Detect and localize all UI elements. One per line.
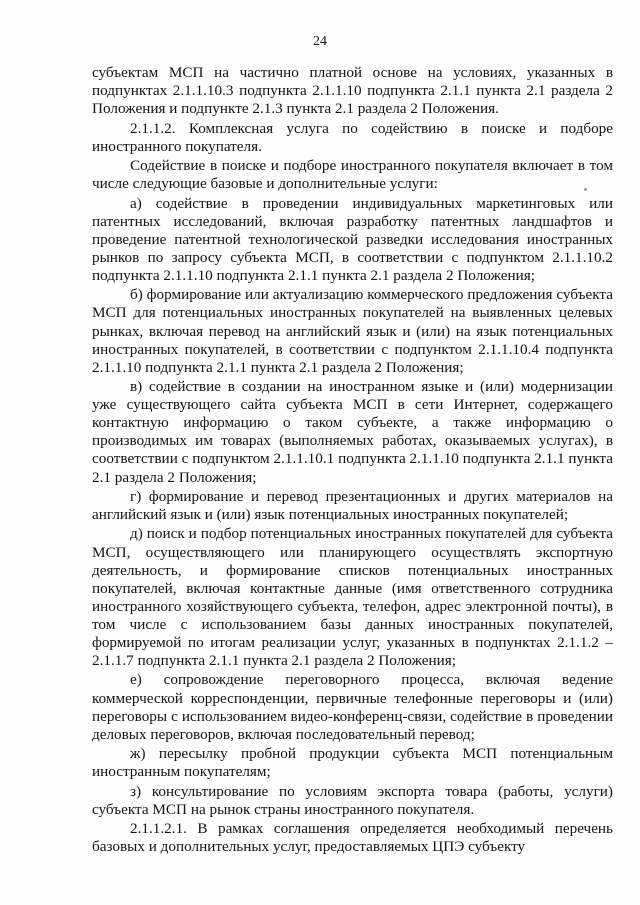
- paragraph-continuation: субъектам МСП на частично платной основе на условиях, указанных в подпунктах 2.1.1.10.3 подпункта 2.1.1.10 подпункта 2.1.1 пункта 2.1 раздела 2 Положения и подпункте 2.1.3 пункта 2.1 раздела 2 Положения.: [92, 64, 613, 118]
- paragraph-2-1-1-2-1: 2.1.1.2.1. В рамках соглашения определяется необходимый перечень базовых и дополнительных услуг, предоставляемых ЦПЭ субъекту: [92, 820, 613, 856]
- list-item-z: з) консультирование по условиям экспорта товара (работы, услуги) субъекта МСП на рынок страны иностранного покупателя.: [92, 782, 613, 818]
- list-item-a: а) содействие в проведении индивидуальных маркетинговых или патентных исследований, включая разработку патентных ландшафтов и проведение патентной технологической разведки исследования иностранных рынков по запросу субъекта МСП, в соответствии с подпунктом 2.1.1.10.2 подпункта 2.1.1.10 подпункта 2.1.1 пункта 2.1 раздела 2 Положения;: [92, 194, 613, 284]
- paragraph-2-1-1-2: 2.1.1.2. Комплексная услуга по содействию в поиске и подборе иностранного покупателя.: [92, 119, 613, 155]
- list-item-b: б) формирование или актуализацию коммерческого предложения субъекта МСП для потенциальных иностранных покупателей на выявленных целевых рынках, включая перевод на английский язык и (или) на язык потенциальных иностранных покупателей, в соответствии с подпунктом 2.1.1.10.4 подпункта 2.1.1.10 подпункта 2.1.1 пункта 2.1 раздела 2 Положения;: [92, 286, 613, 376]
- list-item-zh: ж) пересылку пробной продукции субъекта МСП потенциальным иностранным покупателям;: [92, 745, 613, 781]
- list-item-d: д) поиск и подбор потенциальных иностранных покупателей для субъекта МСП, осуществляющего или планирующего осуществлять экспортную деятельность, и формирование списков потенциальных иностранных покупателей, включая контактные данные (имя ответственного сотрудника иностранного хозяйствующего субъекта, телефон, адрес электронной почты), в том числе с использованием базы данных иностранных покупателей, формируемой по итогам реализации услуг, указанных в подпунктах 2.1.1.2 – 2.1.1.7 подпункта 2.1.1 пункта 2.1 раздела 2 Положения;: [92, 525, 613, 670]
- list-item-g: г) формирование и перевод презентационных и других материалов на английский язык и (или) язык потенциальных иностранных покупателей;: [92, 487, 613, 524]
- list-item-e: е) сопровождение переговорного процесса, включая ведение коммерческой корреспонденции, первичные телефонные переговоры и (или) переговоры с использованием видео-конференц-связи, содействие в проведении деловых переговоров, включая последовательный перевод;: [92, 671, 613, 743]
- document-body: [92, 64, 613, 858]
- scan-speck: [584, 188, 587, 191]
- list-item-v: в) содействие в создании на иностранном языке и (или) модернизации уже существующего сайта субъекта МСП в сети Интернет, содержащего контактную информацию о таком субъекте, а также информацию о производимых им товарах (выполняемых работах, оказываемых услугах), в соответствии с подпунктом 2.1.1.10.1 подпункта 2.1.1.10 подпункта 2.1.1 пункта 2.1 раздела 2 Положения;: [92, 378, 613, 486]
- page-number: 24: [313, 34, 327, 49]
- paragraph-intro: Содействие в поиске и подборе иностранного покупателя включает в том числе следующие базовые и дополнительные услуги:: [92, 157, 613, 193]
